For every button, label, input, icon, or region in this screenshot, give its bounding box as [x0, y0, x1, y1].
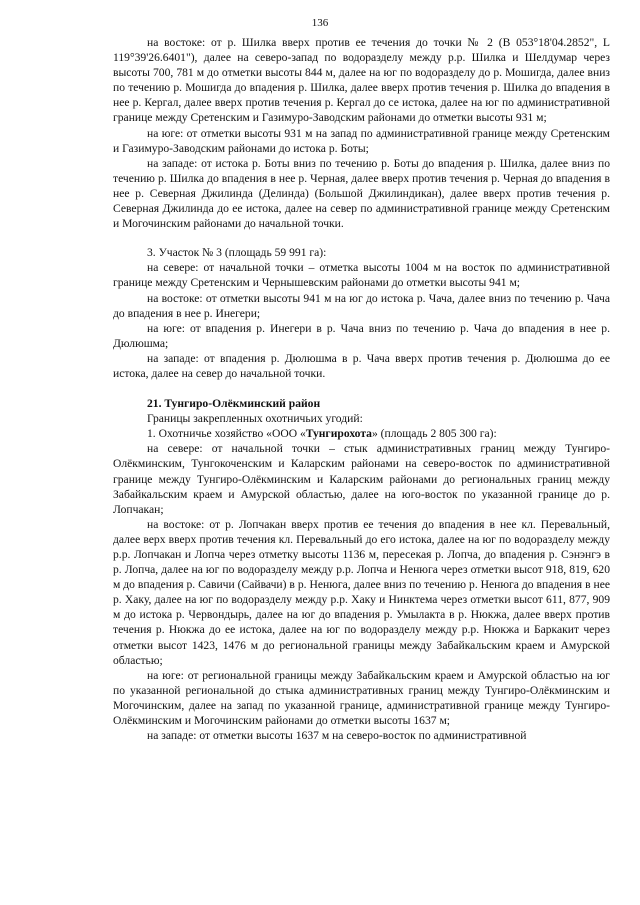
page-number: 136: [311, 17, 329, 29]
paragraph-plot-3-north: на севере: от начальной точки – отметка высоты 1004 м на восток по административной границе между Сретенским и Чернышевским районами до отметки высоты 941 м;: [113, 261, 610, 290]
paragraph-east-boundary: на востоке: от р. Шилка вверх против ее течения до точки № 2 (В 053°18'04.2852", L 119°39'26.6401"), далее на северо-запад по водоразделу между р.р. Шилка и Шелдумар через высоты 700, 781 м до отметки высоты 844 м, далее на юг по водоразделу до р. Мошигда, далее вниз по течению р. Мошигда до впадения р. Шилка, далее вверх против течения р. Шилка до впадения в нее р. Кергал, далее вверх против течения р. Кергал до се истока, далее на юг по административной границе между Сретенским и Газимуро-Заводским районами до отметки высоты 931 м;: [113, 36, 610, 125]
farm-title-prefix: 1. Охотничье хозяйство «ООО «: [147, 427, 306, 441]
paragraph-plot-3-east: на востоке: от отметки высоты 941 м на юг до истока р. Чача, далее вниз по течению р. Чача до впадения в нее р. Инегери;: [113, 291, 610, 320]
paragraph-plot-3-title: 3. Участок № 3 (площадь 59 991 га):: [147, 246, 327, 260]
paragraph-west-boundary: на западе: от истока р. Боты вниз по течению р. Боты до впадения р. Шилка, далее вниз по течению р. Шилка до впадения в нее р. Черная, далее вверх против течения р. Черная до впадения в нее р. Северная Джилинда (Делинда) (Большой Джилиндикан), далее вверх против течения р. Северная Джилинда до ее истока, далее на север по административной границе между Сретенским и Могочинским районами до начальной точки.: [113, 156, 610, 231]
paragraph-farm-south: на юге: от региональной границы между Забайкальским краем и Амурской областью на юг по указанной региональной до стыка административных границ между Тунгиро-Олёкминским и Могочинским, далее на запад по указанной границе, административной границе между Тунгиро-Олёкминским и Могочинским районами до отметки высоты 1637 м;: [113, 668, 610, 728]
paragraph-farm-west: на западе: от отметки высоты 1637 м на северо-восток по административной: [147, 729, 527, 743]
paragraph-farm-title: [113, 426, 610, 441]
paragraph-south-boundary: на юге: от отметки высоты 931 м на запад по административной границе между Сретенским и Газимуро-Заводским районами до истока р. Боты;: [113, 126, 610, 155]
paragraph-section-intro: Границы закрепленных охотничьих угодий:: [147, 412, 363, 426]
farm-name: Тунгирохота: [305, 427, 372, 441]
section-heading: 21. Тунгиро-Олёкминский район: [147, 397, 321, 411]
paragraph-farm-east: на востоке: от р. Лопчакан вверх против ее течения до впадения в нее кл. Перевальный, далее верх вверх против течения кл. Перевальный до его истока, далее на юг по водоразделу между р.р. Лопчакан и Лопча через отметку высоты 1136 м, пересекая р. Лопча, до впадения р. Сэнэнгэ в р. Лопча, далее на юг по водоразделу между р.р. Лопча и Ненюга через отметки высот 918, 819, 620 м до впадения р. Савичи (Сайвачи) в р. Ненюга, далее вниз по течению р. Ненюга до впадения в нее р. Хаку, далее на юг по водоразделу между р.р. Хаку и Нинктема через отметки высот 611, 877, 909 м до истока р. Червондырь, далее на юг до впадения р. Умылакта в р. Нюкжа, далее вверх против течения р. Нюкжа до ее истока, далее на юг по водоразделу между р.р. Нюкжа и Баркакит через отметки высот 1423, 1476 м до региональной границы между Забайкальским краем и Амурской областью;: [113, 517, 610, 667]
paragraph-plot-3-west: на западе: от впадения р. Дюлюшма в р. Чача вверх против течения р. Дюлюшма до ее истока, далее на север до начальной точки.: [113, 351, 610, 380]
farm-title-suffix: » (площадь 2 805 300 га):: [371, 427, 497, 441]
paragraph-farm-north: на севере: от начальной точки – стык административных границ между Тунгиро-Олёкминским, Тунгокоченским и Каларским районами на северо-восток по административной границе между Тунгиро-Олёкминским и Каларским районами до региональных границ между Забайкальским краем и Амурской областью, далее на юго-восток по указанной границе до р. Лопчакан;: [113, 442, 610, 516]
paragraph-plot-3-south: на юге: от впадения р. Инегери в р. Чача вниз по течению р. Чача до впадения в нее р. Дюлюшма;: [113, 321, 610, 350]
document-body: [113, 35, 610, 743]
